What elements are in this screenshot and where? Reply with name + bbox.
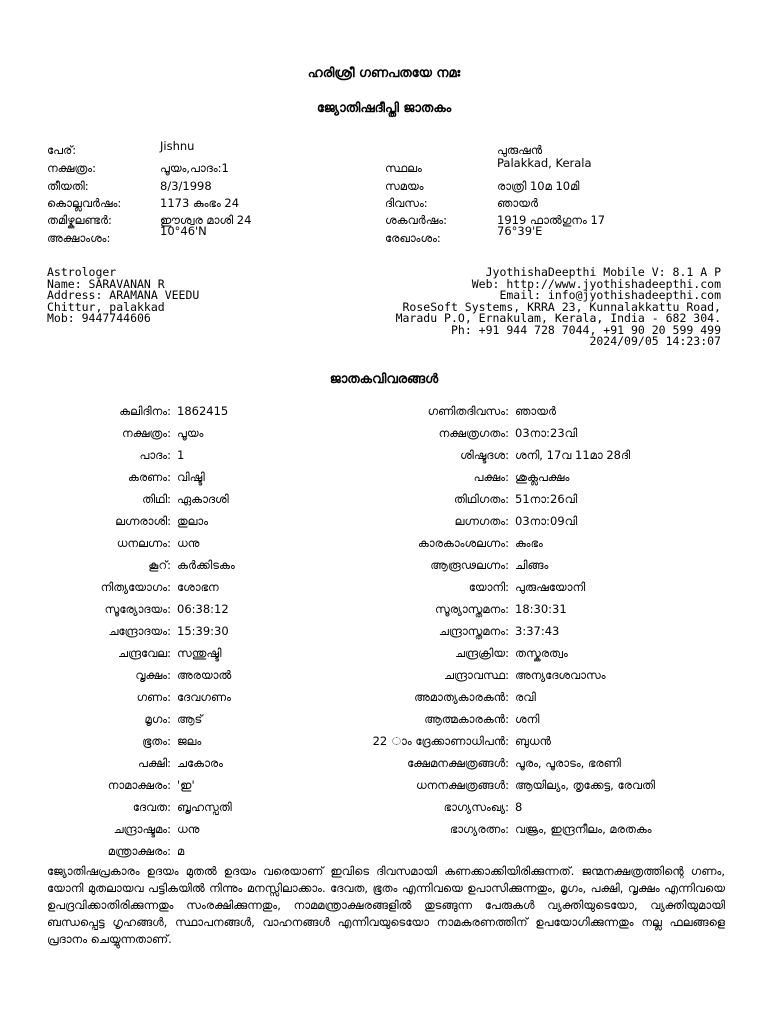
explanation-paragraph: ജ്യോതിഷപ്രകാരം ഉദയം മുതൽ ഉദയം വരെയാണ് ഇവിടെ ദിവസമായി കണക്കാക്കിയിരിക്കുന്നത്. ജന്മനക്ഷത്രത്തിന്റെ ഗണം, യോനി മുതലായവ പട്ടികയിൽ നിന്നും മനസ്സിലാക്കാം. ദേവത, ഭൂതം എന്നിവയെ ഉപാസിക്കുന്നതും, മൃഗം, പക്ഷി, വൃക്ഷം എന്നിവയെ ഉപദ്രവിക്കാതിരിക്കുന്നതും സംരക്ഷിക്കുന്നതും, നാമമന്ത്രാക്ഷരങ്ങളിൽ തുടങ്ങുന്ന പേരുകൾ വ്യക്തിയുടെയോ, വ്യക്തിയുമായി ബന്ധപ്പെട്ട ഗൃഹങ്ങൾ, സ്ഥാപനങ്ങൾ, വാഹനങ്ങൾ എന്നിവയുടെയോ നാമകരണത്തിന് ഉപയോഗിക്കുന്നതും നല്ല ഫലങ്ങളെ പ്രദാനം ചെയ്യുന്നതാണ്. [47, 864, 725, 946]
detail-label: കരണം: [127, 470, 171, 484]
detail-label: മൃഗം: [144, 712, 171, 726]
astrologer-line: Astrologer [47, 265, 117, 279]
detail-label: പക്ഷി: [137, 756, 171, 770]
software-phone: Ph: +91 944 728 7044, +91 90 20 599 499 [450, 322, 721, 337]
detail-label: വൃക്ഷം: [135, 668, 171, 682]
profile-value: 1919 ഫാൽഗുനം 17 [497, 213, 606, 227]
detail-value: ചകോരം [177, 756, 223, 770]
detail-label: ആരൂഢലഗ്നം: [430, 558, 509, 572]
profile-label: സ്ഥലം [385, 161, 422, 175]
detail-value: ജലം [177, 734, 202, 748]
profile-value: 76°39'E [497, 224, 543, 238]
detail-value: ആയില്യം, തൃക്കേട്ട, രേവതി [515, 778, 655, 792]
profile-label: തമിഴ്കലണ്ടർ: [47, 213, 112, 227]
profile-value: 8/3/1998 [160, 179, 212, 193]
detail-label: ഭാഗ്യസംഖ്യ: [443, 800, 509, 814]
detail-value: ചിങ്ങം [515, 558, 549, 572]
astrologer-line: Address: ARAMANA VEEDU [47, 288, 200, 302]
detail-label: അമാത്യകാരകൻ: [414, 690, 509, 704]
detail-label: ചന്ദ്രവേല: [118, 646, 171, 660]
detail-value: ശനി [515, 712, 540, 726]
profile-value: ഞായർ [497, 196, 539, 210]
detail-value: 1862415 [177, 404, 229, 418]
astrologer-line: Chittur, palakkad [47, 299, 165, 314]
detail-label: ഗണിതദിവസം: [427, 404, 509, 418]
detail-label: ശിഷ്ടദശ: [460, 448, 509, 462]
detail-value: സന്തുഷ്ടി [177, 646, 222, 660]
profile-value-name: Jishnu [160, 139, 195, 153]
detail-label: ധനനക്ഷത്രങ്ങൾ: [415, 778, 509, 792]
software-line: JyothishaDeepthi Mobile V: 8.1 A P [485, 265, 721, 279]
page-title: ജ്യോതിഷദീപ്തി ജാതകം [316, 101, 452, 116]
detail-label: നാമാക്ഷരം: [107, 778, 171, 792]
detail-value: തുലാം [177, 514, 209, 528]
astrologer-line: Name: SARAVANAN R [47, 276, 165, 291]
detail-label: നക്ഷത്രഗതം: [438, 426, 509, 440]
detail-value: 06:38:12 [177, 602, 229, 616]
software-timestamp: 2024/09/05 14:23:07 [589, 334, 721, 348]
detail-label: ചന്ദ്രാസ്തമനം: [438, 624, 509, 638]
detail-label: സൂര്യാസ്തമനം: [435, 602, 509, 616]
profile-value: ഈശ്വര മാശി 24 [160, 213, 252, 227]
detail-value: രവി [515, 690, 536, 704]
detail-value: വിഷ്ടി [177, 470, 205, 484]
detail-value: അരയാൽ [177, 668, 232, 682]
detail-value: 1 [177, 448, 185, 462]
software-website[interactable]: Web: http://www.jyothishadeepthi.com [471, 276, 721, 291]
invocation-heading: ഹരിശ്രീ ഗണപതയേ നമഃ [307, 66, 461, 81]
detail-value: 03നാ:23വി [515, 426, 578, 440]
detail-label: കാരകാംശലഗ്നം: [417, 536, 509, 550]
detail-value: കുംഭം [515, 536, 543, 550]
profile-label: രേഖാംശം: [385, 231, 441, 245]
detail-label: ചന്ദ്രാഷ്ടമം: [113, 822, 171, 836]
detail-value: ബുധൻ [515, 734, 551, 748]
detail-value: ഏകാദശി [177, 492, 229, 506]
detail-label: ധനലഗ്നം: [116, 536, 171, 550]
detail-value: പൂരം, പൂരാടം, ഭരണി [515, 756, 621, 770]
detail-value: ബൃഹസ്പതി [177, 800, 232, 814]
profile-value: പൂയം,പാദം:1 [160, 161, 229, 175]
detail-label: മന്ത്രാക്ഷരം: [107, 844, 171, 858]
profile-label: നക്ഷത്രം: [47, 161, 96, 175]
detail-value: 51നാ:26വി [515, 492, 578, 506]
profile-value: 1173 കുംഭം 24 [160, 196, 240, 210]
profile-label: കൊല്ലവർഷം: [47, 196, 122, 210]
detail-label: പക്ഷം: [473, 470, 509, 484]
detail-value: 3:37:43 [515, 624, 560, 638]
detail-label: നക്ഷത്രം: [122, 426, 171, 440]
detail-value: അന്യദേശവാസം [515, 668, 606, 682]
detail-label: 22 ാം ദ്രേക്കാണാധിപൻ: [372, 734, 509, 748]
software-info [396, 267, 721, 348]
detail-label: ചന്ദ്രക്രിയ: [455, 646, 509, 660]
detail-label: ദേവത: [132, 800, 171, 814]
detail-value: 03നാ:09വി [515, 514, 578, 528]
detail-label: യോനി: [468, 580, 509, 594]
detail-value: പുരുഷയോനി [515, 580, 586, 594]
software-line: RoseSoft Systems, KRRA 23, Kunnalakkattu Road, [402, 299, 721, 314]
profile-value: Palakkad, Kerala [497, 156, 592, 170]
profile-label: ദിവസം: [385, 196, 428, 210]
detail-label: കൂറ്: [148, 558, 171, 572]
software-line: Maradu P.O, Ernakulam, Kerala, India - 682 304. [395, 311, 721, 325]
detail-label: തിഥി: [142, 492, 171, 506]
detail-value: 18:30:31 [515, 602, 567, 616]
profile-label: അക്ഷാംശം: [47, 231, 111, 245]
profile-label: തീയതി: [47, 179, 89, 193]
detail-value: 'ഇ' [177, 778, 195, 792]
detail-value: ദേവഗണം [177, 690, 231, 704]
detail-label: ചന്ദ്രോദയം: [108, 624, 171, 638]
detail-label: പാദം: [139, 448, 171, 462]
detail-value: പൂയം [177, 426, 204, 440]
detail-label: ക്ഷേമനക്ഷത്രങ്ങൾ: [407, 756, 509, 770]
detail-label: ഭൂതം: [142, 734, 171, 748]
profile-value: 10°46'N [160, 224, 207, 238]
detail-value: മ [177, 844, 185, 858]
detail-value: 15:39:30 [177, 624, 229, 638]
detail-label: ആത്മകാരകൻ: [424, 712, 509, 726]
detail-value: ആട് [177, 712, 203, 726]
detail-label: കലിദിനം: [119, 404, 171, 418]
profile-label: ശകവർഷം: [385, 213, 448, 227]
detail-label: തിഥിഗതം: [453, 492, 509, 506]
detail-value: ശോഭന [177, 580, 219, 594]
detail-label: ഭാഗ്യരത്നം: [449, 822, 509, 836]
astrologer-line: Mob: 9447744606 [47, 311, 151, 325]
detail-value: 8 [515, 800, 523, 814]
detail-value: ശുക്ലപക്ഷം [515, 470, 570, 484]
detail-value: ഞായർ [515, 404, 557, 418]
detail-value: കർക്കിടകം [177, 558, 235, 572]
detail-value: ശനി, 17വ 11മാ 28ദി [515, 448, 631, 462]
detail-label: ലഗ്നഗതം: [454, 514, 509, 528]
detail-value: ധനു [177, 536, 200, 550]
profile-value-gender: പുരുഷൻ [497, 143, 543, 157]
profile-value: രാത്രി 10മ 10മി [497, 179, 580, 193]
detail-value: തസ്കരത്വം [515, 646, 568, 660]
profile-label: പേര്: [47, 143, 77, 157]
astrologer-info [47, 267, 199, 325]
detail-value: വജ്രം, ഇന്ദ്രനീലം, മരതകം [515, 822, 652, 836]
detail-label: നിത്യയോഗം: [100, 580, 171, 594]
detail-label: ചന്ദ്രാവസ്ഥ: [443, 668, 509, 682]
profile-label: സമയം [385, 179, 424, 193]
detail-label: സൂര്യോദയം: [104, 602, 171, 616]
detail-label: ഗണം: [136, 690, 171, 704]
details-heading: ജാതകവിവരങ്ങൾ [329, 372, 439, 387]
detail-value: ധനു [177, 822, 200, 836]
software-email[interactable]: Email: info@jyothishadeepthi.com [499, 288, 721, 302]
detail-label: ലഗ്നരാശി: [115, 514, 171, 528]
